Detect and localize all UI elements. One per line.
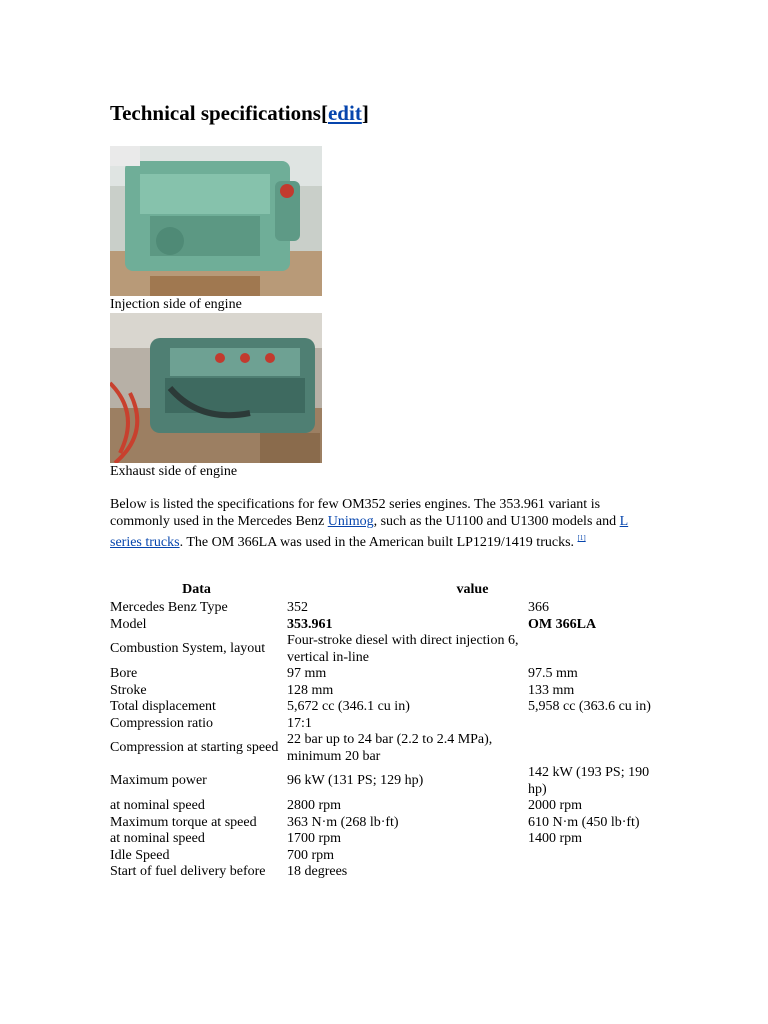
table-cell: OM 366LA — [528, 616, 597, 632]
reference-link[interactable]: [1] — [577, 534, 586, 543]
intro-text: Below is listed the specifications for few OM352 series engines. The 353.961 variant is commonly used in the Mercedes Benz — [110, 497, 601, 529]
table-cell: 96 kW (131 PS; 129 hp) — [287, 773, 424, 789]
bracket-close: ] — [361, 101, 369, 125]
figure-caption: Exhaust side of engine — [110, 464, 238, 479]
table-cell: 97 mm — [287, 666, 327, 681]
table-cell: Four-stroke diesel with direct injection 6, vertical in-line — [287, 633, 519, 665]
figure-caption: Injection side of engine — [110, 297, 242, 312]
table-cell: Model — [110, 616, 147, 632]
table-cell: 366 — [528, 600, 549, 615]
table-row — [108, 666, 660, 683]
table-row — [108, 765, 660, 798]
table-cell: 610 N·m (450 lb·ft) — [528, 814, 640, 830]
table-cell: Compression at starting speed — [110, 740, 279, 756]
table-row — [108, 633, 660, 666]
table-cell: at nominal speed — [110, 798, 205, 813]
table-row — [108, 683, 660, 700]
table-cell: 352 — [287, 600, 308, 615]
table-cell — [526, 716, 660, 733]
table-row — [108, 716, 660, 733]
table-cell: 1400 rpm — [528, 831, 583, 846]
intro-paragraph — [110, 497, 660, 552]
table-cell: 2800 rpm — [287, 798, 342, 813]
table-cell: 97.5 mm — [528, 666, 578, 681]
table-cell: 17:1 — [287, 715, 312, 731]
table-row — [108, 699, 660, 716]
table-cell: 1700 rpm — [287, 831, 342, 846]
table-cell: Stroke — [110, 682, 147, 698]
table-row — [108, 848, 660, 865]
table-cell: 18 degrees — [287, 864, 348, 879]
l-series-trucks-link[interactable]: L series trucks — [110, 513, 629, 551]
table-cell: 142 kW (193 PS; 190 hp) — [528, 765, 650, 797]
table-cell — [526, 848, 660, 865]
table-cell: at nominal speed — [110, 831, 205, 846]
column-header-data: Data — [182, 581, 211, 597]
table-cell: 128 mm — [287, 682, 334, 698]
bracket-open: [ — [320, 101, 328, 125]
table-cell: Combustion System, layout — [110, 641, 266, 657]
table-cell: Total displacement — [110, 699, 216, 714]
table-row — [108, 617, 660, 634]
figure-exhaust-side — [110, 313, 322, 480]
table-cell — [526, 633, 660, 666]
table-cell: Compression ratio — [110, 715, 214, 731]
table-cell: Idle Speed — [110, 847, 170, 863]
column-header-value: value — [456, 581, 489, 597]
table-header-row — [108, 580, 660, 600]
table-row — [108, 732, 660, 765]
table-cell: 363 N·m (268 lb·ft) — [287, 814, 399, 830]
table-cell: 2000 rpm — [528, 798, 583, 813]
table-row — [108, 600, 660, 617]
table-cell: Maximum power — [110, 773, 207, 789]
table-cell: Start of fuel delivery before — [110, 864, 266, 879]
section-title: Technical specifications — [110, 101, 321, 125]
table-row — [108, 864, 660, 881]
table-cell: Maximum torque at speed — [110, 814, 257, 830]
table-cell: 700 rpm — [287, 847, 335, 863]
figure-injection-side — [110, 146, 322, 313]
section-heading — [110, 101, 369, 126]
table-cell: 22 bar up to 24 bar (2.2 to 2.4 MPa), minimum 20 bar — [287, 732, 493, 764]
unimog-link[interactable]: Unimog — [327, 513, 374, 529]
specifications-table — [108, 580, 660, 881]
engine-exhaust-photo[interactable] — [110, 313, 322, 463]
table-cell: 133 mm — [528, 682, 575, 698]
table-cell: 5,958 cc (363.6 cu in) — [528, 699, 651, 714]
intro-text: , such as the U1100 and U1300 models and — [373, 513, 620, 529]
table-row — [108, 815, 660, 832]
table-row — [108, 798, 660, 815]
intro-text: . The OM 366LA was used in the American built LP1219/1419 trucks. — [179, 535, 575, 551]
table-cell: Bore — [110, 666, 138, 681]
table-cell: 5,672 cc (346.1 cu in) — [287, 699, 410, 714]
table-cell — [526, 864, 660, 881]
engine-injection-photo[interactable] — [110, 146, 322, 296]
table-cell: Mercedes Benz Type — [110, 600, 228, 615]
table-cell: 353.961 — [287, 616, 333, 632]
edit-link[interactable]: edit — [327, 101, 362, 125]
table-cell — [526, 732, 660, 765]
table-row — [108, 831, 660, 848]
